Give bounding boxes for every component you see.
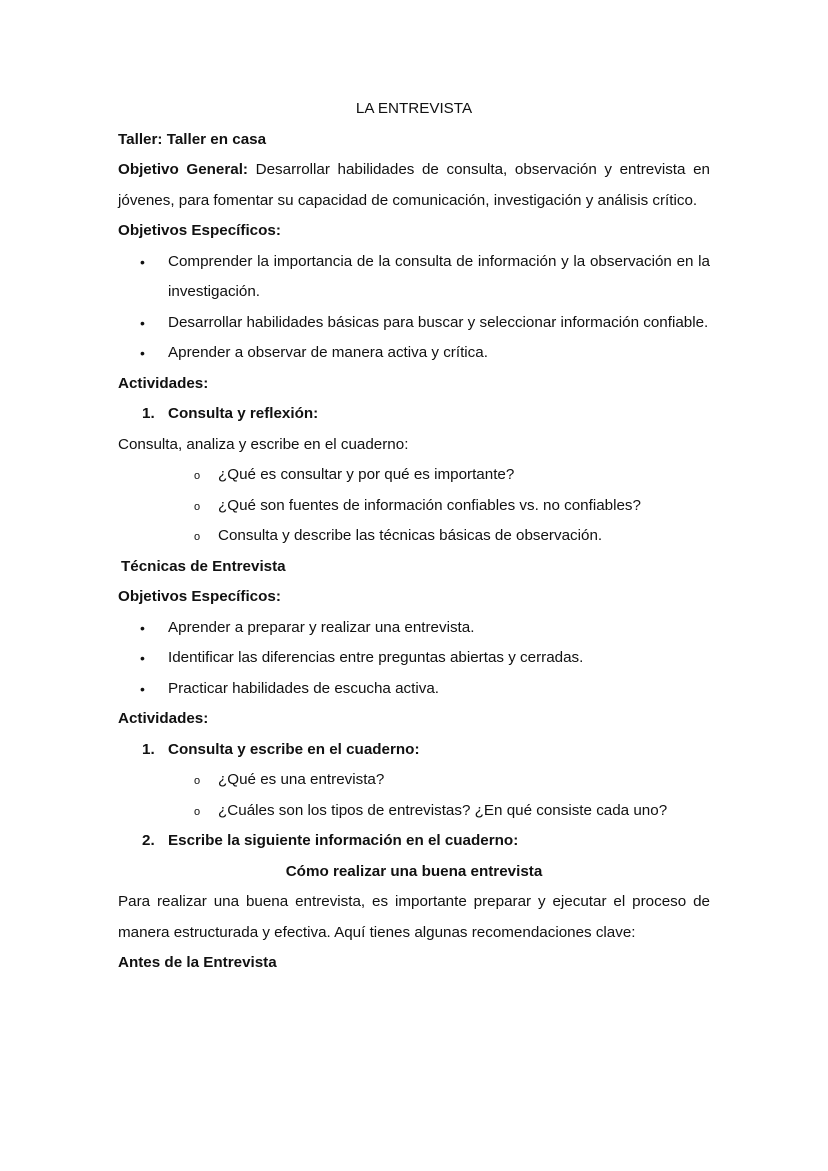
intro-paragraph: Para realizar una buena entrevista, es importante preparar y ejecutar el proceso de manera estructurada y efectiva. Aquí tienes algunas recomendaciones clave: — [118, 893, 710, 941]
document-page — [118, 94, 710, 979]
bullet-icon: • — [140, 680, 145, 697]
taller-line — [118, 125, 710, 156]
list-item-text: Desarrollar habilidades básicas para buscar y seleccionar información confiable. — [168, 313, 709, 331]
activity-number: 1. — [142, 740, 155, 758]
page-title: LA ENTREVISTA — [355, 100, 473, 117]
list-item — [118, 247, 710, 308]
circle-bullet-icon: o — [194, 531, 201, 543]
activity-number: 1. — [142, 405, 155, 422]
list-item — [118, 613, 710, 644]
objetivo-general-text: Desarrollar habilidades de consulta, observación y entrevista en jóvenes, para fomentar su capacidad de comunicación, investigación y análisis crítico. — [118, 161, 710, 209]
bullet-icon: • — [140, 314, 145, 331]
list-item — [118, 491, 710, 522]
activity-item — [118, 735, 710, 766]
objetivo-general-paragraph — [118, 155, 710, 216]
list-item — [118, 674, 710, 705]
list-item-text: Comprender la importancia de la consulta de información y la observación en la investigación. — [168, 252, 710, 300]
circle-bullet-icon: o — [194, 775, 201, 787]
activity-title: Consulta y reflexión: — [168, 405, 319, 422]
list-item-text: ¿Qué es consultar y por qué es importante? — [218, 466, 515, 483]
list-item — [118, 308, 710, 339]
activity-title: Escribe la siguiente información en el cuaderno: — [168, 832, 519, 849]
list-item — [118, 796, 710, 827]
list-item-text: ¿Qué es una entrevista? — [218, 771, 385, 788]
activity-sublist — [118, 460, 710, 552]
activity-item — [118, 826, 710, 857]
list-item-text: ¿Cuáles son los tipos de entrevistas? ¿En qué consiste cada uno? — [218, 801, 668, 819]
list-item — [118, 460, 710, 491]
objetivo-general-label: Objetivo General: — [118, 161, 248, 178]
list-item — [118, 765, 710, 796]
circle-bullet-icon: o — [194, 470, 201, 482]
bullet-icon: • — [140, 619, 145, 636]
taller-value: Taller en casa — [166, 130, 267, 148]
list-item — [118, 643, 710, 674]
activity-item — [118, 399, 710, 430]
activity-number: 2. — [142, 832, 155, 849]
activity-title: Consulta y escribe en el cuaderno: — [168, 740, 420, 758]
activity-sublist — [118, 765, 710, 826]
list-item-text: Practicar habilidades de escucha activa. — [168, 679, 439, 697]
objetivos-list — [118, 613, 710, 705]
activity-intro: Consulta, analiza y escribe en el cuaderno: — [118, 435, 409, 453]
list-item — [118, 521, 710, 552]
actividades-heading: Actividades: — [118, 710, 209, 727]
list-item-text: Aprender a preparar y realizar una entrevista. — [168, 618, 475, 636]
objetivos-list — [118, 247, 710, 369]
bullet-icon: • — [140, 253, 145, 270]
list-item-text: Consulta y describe las técnicas básicas de observación. — [218, 527, 603, 544]
section-heading: Técnicas de Entrevista — [121, 557, 286, 575]
taller-label: Taller: — [118, 130, 163, 148]
bullet-icon: • — [140, 650, 145, 666]
circle-bullet-icon: o — [194, 500, 201, 513]
list-item — [118, 338, 710, 369]
section-heading: Cómo realizar una buena entrevista — [285, 862, 543, 880]
objetivos-especificos-heading: Objetivos Específicos: — [118, 222, 281, 239]
list-item-text: Identificar las diferencias entre preguntas abiertas y cerradas. — [168, 649, 584, 666]
list-item-text: ¿Qué son fuentes de información confiables vs. no confiables? — [218, 496, 641, 514]
actividades-heading: Actividades: — [118, 374, 209, 392]
bullet-icon: • — [140, 345, 145, 361]
objetivos-especificos-heading: Objetivos Específicos: — [118, 588, 281, 605]
subsection-heading: Antes de la Entrevista — [118, 954, 277, 971]
list-item-text: Aprender a observar de manera activa y crítica. — [168, 344, 488, 361]
circle-bullet-icon: o — [194, 805, 201, 818]
